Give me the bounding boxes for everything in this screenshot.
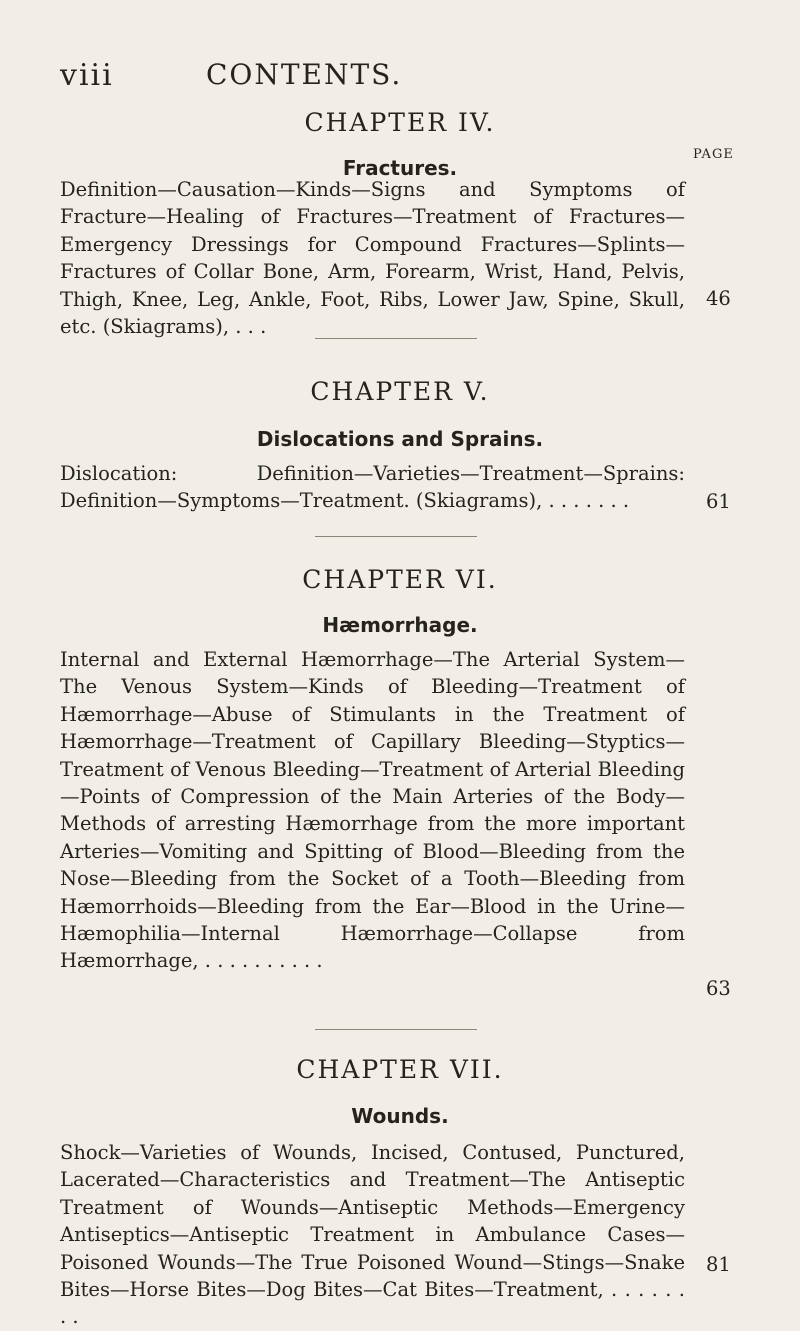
chapter-page-number: 63: [706, 977, 731, 1000]
page-number: viii: [60, 58, 114, 93]
chapter-number: CHAPTER VII.: [296, 1055, 504, 1084]
chapter-page-number: 46: [706, 287, 731, 310]
divider-rule: [315, 536, 477, 537]
chapter-page-number: 81: [706, 1253, 731, 1276]
chapter-summary: Dislocation: Definition—Varieties—Treatment—Sprains: Definition—Symptoms—Treatment. (Skiagrams), . . . . . . .: [60, 462, 685, 513]
chapter-number: CHAPTER V.: [310, 377, 490, 406]
chapter-page-number: 61: [706, 490, 731, 513]
chapter-number: CHAPTER VI.: [302, 565, 498, 594]
chapter-number: CHAPTER IV.: [304, 108, 496, 137]
chapter-title: Dislocations and Sprains.: [256, 427, 544, 451]
chapter-title: Hæmorrhage.: [322, 613, 478, 637]
divider-rule: [315, 338, 477, 339]
chapter-title: Fractures.: [342, 156, 458, 180]
divider-rule: [315, 1029, 477, 1030]
chapter-summary: Internal and External Hæmorrhage—The Arterial System—The Venous System—Kinds of Bleeding—Treatment of Hæmorrhage—Abuse of Stimulants in the Treatment of Hæmorrhage—Treatment of Capillary Bleeding—Styptics—Treatment of Venous Bleeding—Treatment of Arterial Bleeding—Points of Compression of the Main Arteries of the Body—Methods of arresting Hæmorrhage from the more important Arteries—Vomiting and Spitting of Blood—Bleeding from the Nose—Bleeding from the Socket of a Tooth—Bleeding from Hæmorrhoids—Bleeding from the Ear—Blood in the Urine—Hæmophilia—Internal Hæmorrhage—Collapse from Hæmorrhage, . . . . . . . . . .: [60, 648, 685, 973]
running-title: CONTENTS.: [206, 58, 403, 91]
chapter-summary: Definition—Causation—Kinds—Signs and Symptoms of Fracture—Healing of Fractures—Treatment of Fractures—Emergency Dressings for Compound Fractures—Splints—Fractures of Collar Bone, Arm, Forearm, Wrist, Hand, Pelvis, Thigh, Knee, Leg, Ankle, Foot, Ribs, Lower Jaw, Spine, Skull, etc. (Skiagrams), . . .: [60, 178, 685, 339]
page-column-label: PAGE: [693, 147, 734, 162]
chapter-summary: Shock—Varieties of Wounds, Incised, Contused, Punctured, Lacerated—Characteristics and Treatment—The Antiseptic Treatment of Wounds—Antiseptic Methods—Emergency Antiseptics—Antiseptic Treatment in Ambulance Cases—Poisoned Wounds—The True Poisoned Wound—Stings—Snake Bites—Horse Bites—Dog Bites—Cat Bites—Treatment, . . . . . . . .: [60, 1141, 685, 1329]
chapter-title: Wounds.: [351, 1104, 449, 1128]
running-head: [60, 58, 740, 98]
